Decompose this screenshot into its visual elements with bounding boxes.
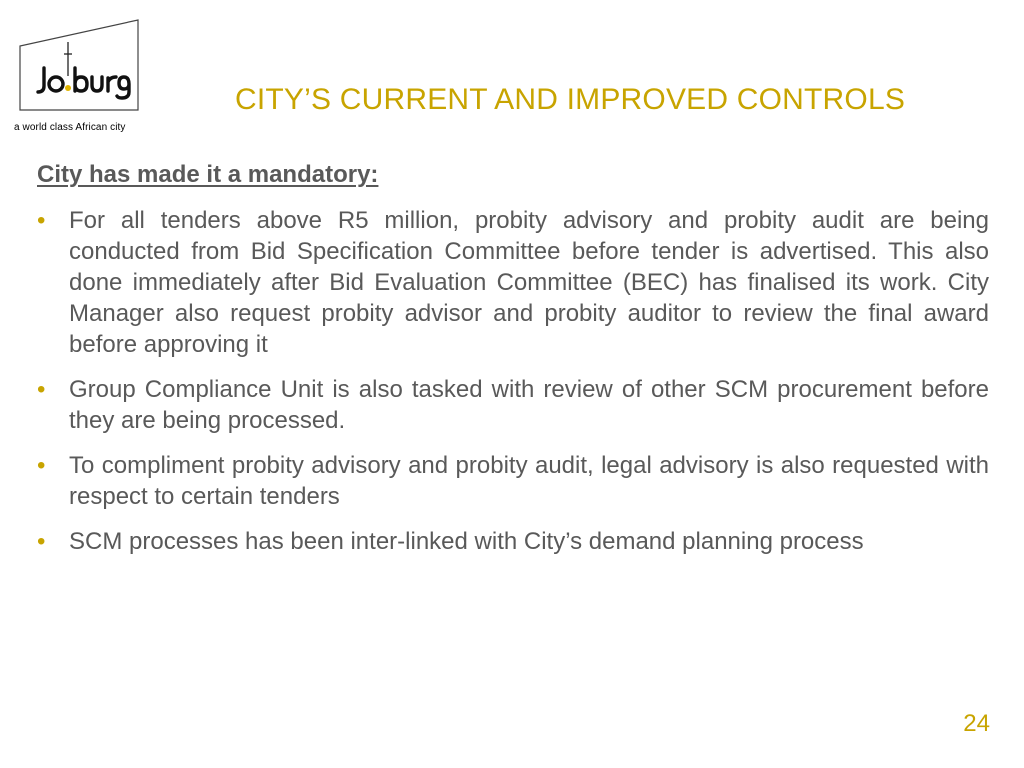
bullet-dot-icon: • xyxy=(37,528,46,555)
bullet-text: For all tenders above R5 million, probity advisory and probity audit are being conducted from Bid Specification Committee before tender is advertised. This also done immediately after Bid Evaluation Committee (BEC) has finalised its work. City Manager also request probity advisor and probity auditor to review the final award before approving it xyxy=(69,207,989,358)
bullet-dot-icon: • xyxy=(37,452,46,479)
logo-tagline: a world class African city xyxy=(14,122,126,133)
joburg-logo xyxy=(14,16,144,138)
joburg-logo-mark xyxy=(18,18,140,112)
section-subheading: City has made it a mandatory: xyxy=(37,161,379,188)
bullet-text: SCM processes has been inter-linked with City’s demand planning process xyxy=(69,528,864,555)
bullet-dot-icon: • xyxy=(37,207,46,234)
bullet-item xyxy=(37,205,989,360)
page-number: 24 xyxy=(963,710,990,737)
bullet-item xyxy=(37,450,989,512)
bullet-item xyxy=(37,526,989,557)
bullet-text: Group Compliance Unit is also tasked with review of other SCM procurement before they are being processed. xyxy=(69,376,989,434)
bullet-text: To compliment probity advisory and probity audit, legal advisory is also requested with respect to certain tenders xyxy=(69,452,989,510)
bullet-list xyxy=(37,205,989,571)
slide-title: CITY’S CURRENT AND IMPROVED CONTROLS xyxy=(235,83,906,116)
bullet-item xyxy=(37,374,989,436)
bullet-dot-icon: • xyxy=(37,376,46,403)
